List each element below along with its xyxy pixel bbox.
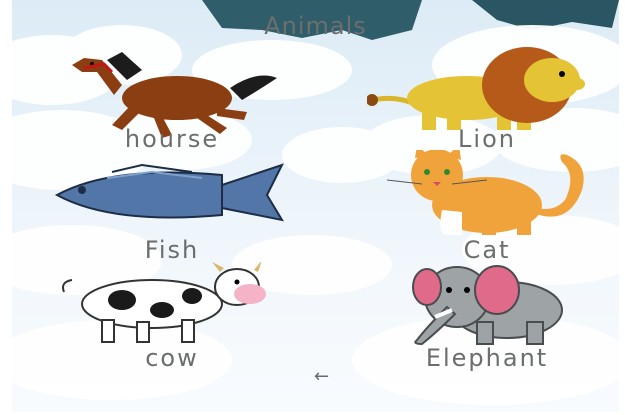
page-title: Animals — [264, 12, 367, 40]
animal-label-fish: Fish — [144, 236, 200, 264]
animal-card-lion[interactable] — [367, 40, 607, 160]
animal-label-cow: cow — [145, 344, 199, 372]
cow-icon — [52, 262, 292, 347]
animal-card-cat[interactable] — [367, 150, 607, 270]
cat-icon — [367, 150, 607, 235]
animal-label-lion: Lion — [458, 125, 516, 153]
back-arrow-icon[interactable]: ← — [314, 366, 330, 387]
animal-card-fish[interactable] — [52, 160, 292, 270]
animal-card-elephant[interactable] — [367, 262, 607, 374]
elephant-icon — [367, 262, 607, 347]
animal-label-elephant: Elephant — [425, 344, 549, 372]
animal-card-cow[interactable] — [52, 262, 292, 374]
animal-card-horse[interactable] — [52, 40, 292, 160]
animal-label-cat: Cat — [463, 236, 511, 264]
animal-label-horse: hourse — [124, 125, 220, 153]
fish-icon — [52, 160, 292, 230]
app-screen — [12, 0, 619, 412]
